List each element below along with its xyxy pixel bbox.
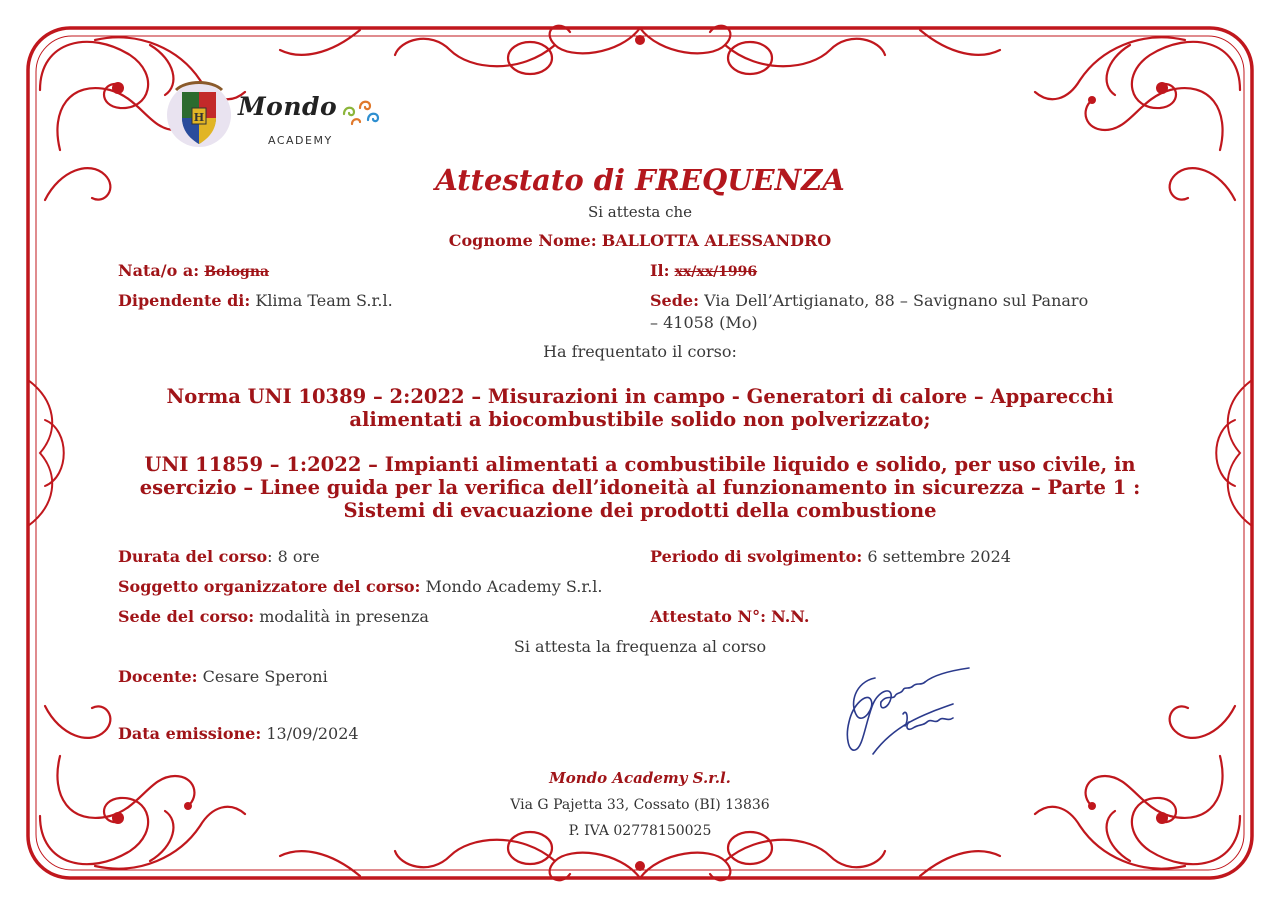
sede-row [650, 291, 1088, 311]
hogwarts-crest-icon [166, 78, 232, 152]
attestato-n-label: Attestato N°: [650, 607, 767, 626]
footer-piva: P. IVA 02778150025 [568, 823, 712, 839]
sede-corso-row [118, 607, 429, 627]
il-value: xx/xx/1996 [674, 264, 758, 280]
data-emissione-label: Data emissione: [118, 724, 262, 743]
frequentato-text: Ha frequentato il corso: [543, 342, 737, 361]
attestato-n-value: N.N. [771, 607, 810, 626]
docente-row [118, 667, 328, 687]
sede-value-line1: Via Dell’Artigianato, 88 – Savignano sul Panaro [704, 291, 1089, 310]
docente-value: Cesare Speroni [202, 667, 328, 686]
intro-text: Si attesta che [587, 203, 693, 221]
sede-label: Sede: [650, 291, 700, 310]
logo-name: Mondo [238, 92, 338, 121]
data-emissione-value: 13/09/2024 [266, 724, 359, 743]
durata-row [118, 547, 320, 567]
il-label: Il: [650, 261, 670, 280]
sede-corso-value: modalità in presenza [259, 607, 429, 626]
svg-text:H: H [193, 111, 205, 124]
durata-label: Durata del corso [118, 547, 268, 566]
data-emissione-row [118, 724, 359, 744]
course-1: Norma UNI 10389 – 2:2022 – Misurazioni in campo - Generatori di calore – Apparecchi alimentati a biocombustibile solido non polverizzato; [166, 385, 1114, 431]
periodo-value: 6 settembre 2024 [867, 547, 1011, 566]
cognome-nome-value: BALLOTTA ALESSANDRO [601, 231, 832, 250]
cognome-nome-label: Cognome Nome: [448, 231, 597, 250]
signature [835, 664, 975, 760]
certificate-title: Attestato di FREQUENZA [435, 163, 845, 197]
periodo-label: Periodo di svolgimento: [650, 547, 863, 566]
soggetto-label: Soggetto organizzatore del corso: [118, 577, 421, 596]
soggetto-value: Mondo Academy S.r.l. [425, 577, 603, 596]
nato-value: Bologna [204, 264, 270, 280]
nato-label: Nata/o a: [118, 261, 200, 280]
cognome-nome-row [0, 231, 1280, 251]
dipendente-label: Dipendente di: [118, 291, 251, 310]
frequenza-text: Si attesta la frequenza al corso [513, 637, 767, 656]
docente-label: Docente: [118, 667, 198, 686]
periodo-row [650, 547, 1011, 567]
course-2: UNI 11859 – 1:2022 – Impianti alimentati a combustibile liquido e solido, per uso civile, in esercizio – Linee guida per la verifica dell’idoneità al funzionamento in sicurezza – Parte 1 : Sistemi di evacuazione dei prodotti della combustione [139, 453, 1141, 522]
dipendente-value: Klima Team S.r.l. [255, 291, 393, 310]
soggetto-row [118, 577, 603, 597]
footer-address: Via G Pajetta 33, Cossato (BI) 13836 [510, 797, 770, 813]
sede-value-line2: – 41058 (Mo) [650, 313, 758, 332]
durata-value: : 8 ore [267, 547, 320, 566]
nato-row [118, 261, 269, 282]
footer-company: Mondo Academy S.r.l. [549, 769, 731, 787]
dipendente-row [118, 291, 393, 311]
attestato-n-row [650, 607, 809, 627]
swirl-logo-icon [338, 96, 382, 132]
sede-corso-label: Sede del corso: [118, 607, 255, 626]
il-row [650, 261, 757, 282]
logo-subtitle: ACADEMY [268, 134, 333, 147]
